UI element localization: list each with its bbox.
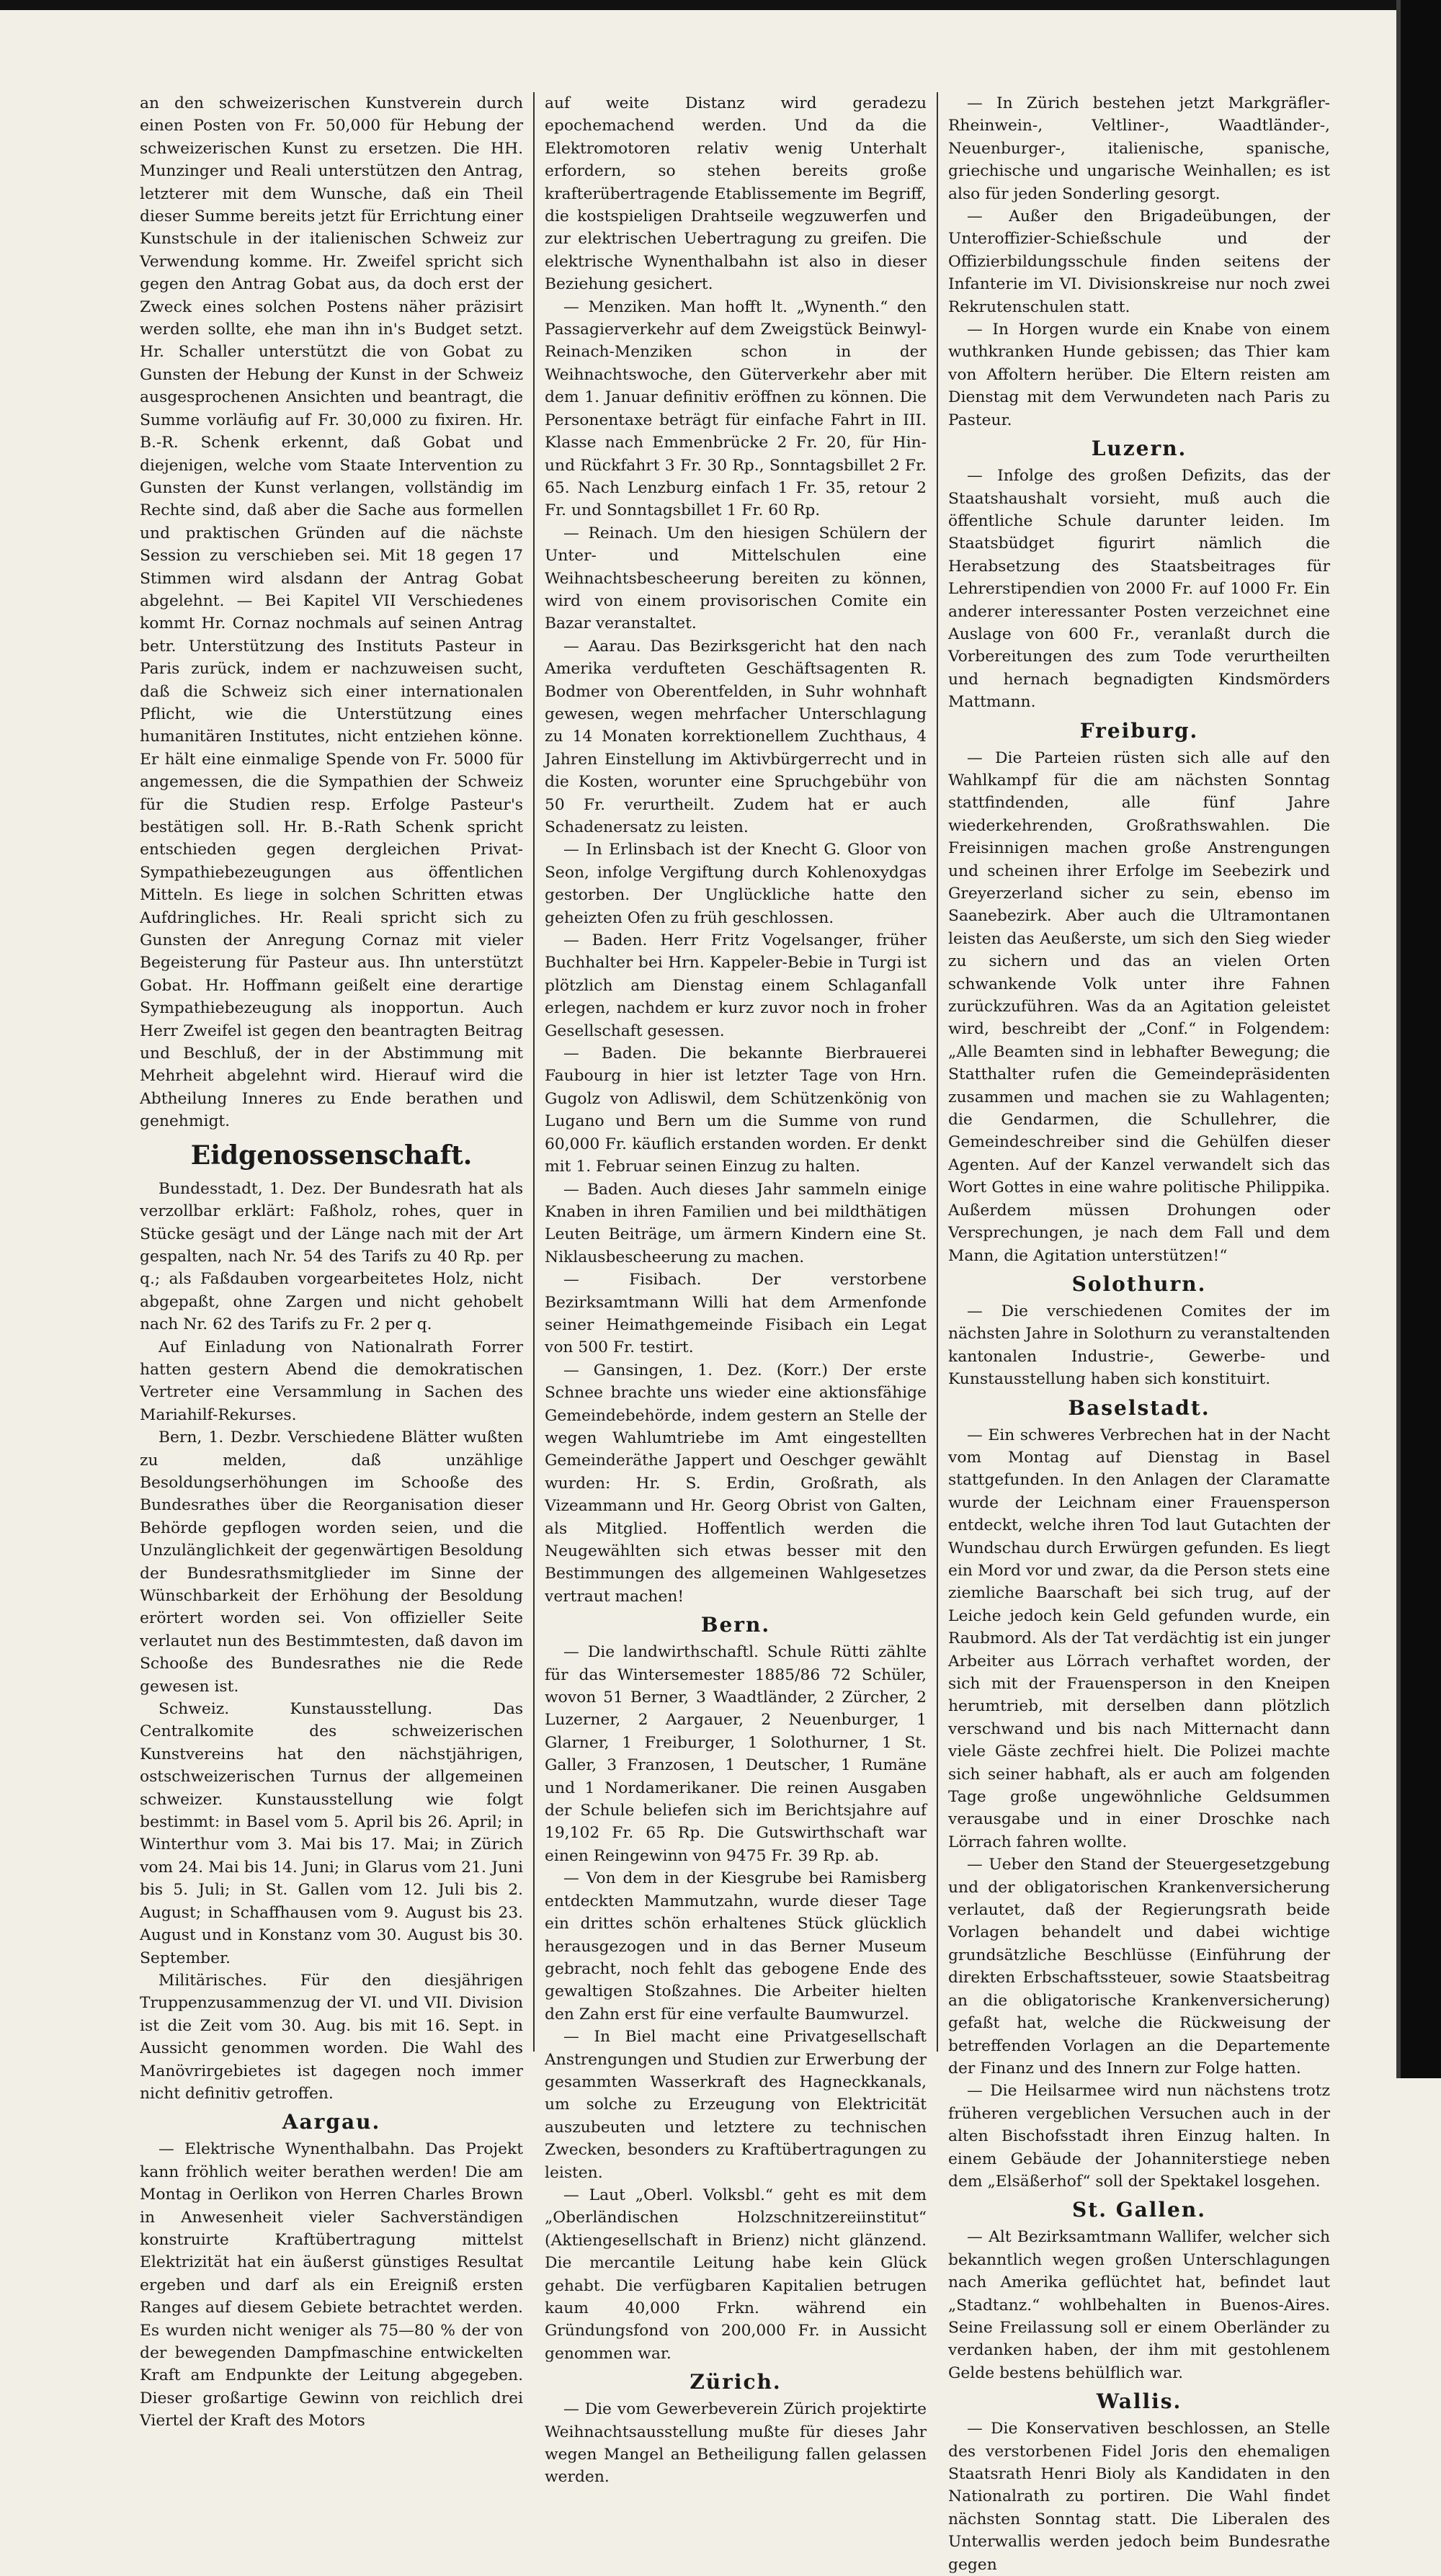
article-bern-besoldung: Bern, 1. Dezbr. Verschiedene Blätter wußten zu melden, daß unzählige Besoldungserhöhungen im Schooße des Bundesrathes über die Reorganisation dieser Behörde gepflogen worden seien, und die Unzulänglichkeit der gegenwärtigen Besoldung der Bundesrathsmitglieder im Sinne der Wünschbarkeit der Erhöhung der Besoldung erörtert worden sei. Von offizieller Seite verlautet nun des Bestimmtesten, daß davon im Schooße des Bundesrathes nie die Rede gewesen ist. [140,1428,523,1696]
page-top-border [0,0,1441,10]
article-menziken: — Menziken. Man hofft lt. „Wynenth.“ den Passagierverkehr auf dem Zweigstück Beinwyl-Reinach-Menziken schon in der Weihnachtswoche, den Güterverkehr aber mit dem 1. Januar definitiv eröffnen zu können. Die Personentaxe beträgt für einfache Fahrt in III. Klasse nach Emmenbrücke 2 Fr. 20, für Hin- und Rückfahrt 3 Fr. 30 Rp., Sonntagsbillet 2 Fr. 65. Nach Lenzburg einfach 1 Fr. 35, retour 2 Fr. und Sonntagsbillet 1 Fr. 60 Rp. [545,298,927,520]
article-gansingen: — Gansingen, 1. Dez. (Korr.) Der erste Schnee brachte uns wieder eine aktionsfähige Gemeindebehörde, indem gestern an Stelle der wegen Wahlumtriebe im Amt eingestellten Gemeinderäthe Jappert und Oeschger gewählt wurden: Hr. S. Erdin, Großrath, als Vizeammann und Hr. Georg Obrist von Galten, als Mitglied. Hoffentlich werden die Neugewählten sich etwas besser mit den Bestimmungen des allgemeinen Wahlgesetzes vertraut machen! [545,1361,927,1606]
column-1 [130,92,533,2430]
section-heading-wallis: Wallis. [1096,2389,1182,2414]
article-luzern-defizit: — Infolge des großen Defizits, das der Staatshaushalt vorsieht, muß auch die öffentliche Schule darunter leiden. Im Staatsbüdget figurirt nämlich die Herabsetzung des Staatsbeitrages für Lehrerstipendien von 2000 Fr. auf 1000 Fr. Ein anderer interessanter Posten verzeichnet eine Auslage von 600 Fr., veranlaßt durch die Vorbereitungen des zum Tode verurtheilten und hernach begnadigten Kindsmörders Mattmann. [948,467,1330,712]
section-heading-solothurn: Solothurn. [1071,1271,1207,1296]
section-heading-luzern: Luzern. [1091,437,1187,461]
section-heading-baselstadt: Baselstadt. [1068,1395,1210,1420]
article-bundesstadt: Bundesstadt, 1. Dez. Der Bundesrath hat als verzollbar erklärt: Faßholz, rohes, quer in Stücke gesägt und der Länge nach mit der Art gespalten, nach Nr. 54 des Tarifs zu 40 Rp. per q.; als Faßdauben vorgearbeitetes Holz, nicht abgepaßt, ohne Zargen und nicht gehobelt nach Nr. 62 des Tarifs zu Fr. 2 per q. [140,1179,523,1334]
page-right-border [1401,0,1441,2078]
article-basel-mord: — Ein schweres Verbrechen hat in der Nacht vom Montag auf Dienstag in Basel stattgefunden. In den Anlagen der Claramatte wurde der Leichnam einer Frauensperson entdeckt, welche ihren Tod laut Gutachten der Wundschau durch Erwürgen gefunden. Es liegt ein Mord vor und zwar, da die Person stets eine ziemliche Baarschaft bei sich trug, auf der Leiche jedoch kein Geld gefunden wurde, ein Raubmord. Als der Tat verdächtig ist ein junger Arbeiter aus Lörrach verhaftet worden, der sich mit der Frauensperson in den Kneipen herumtrieb, mit derselben dann plötzlich verschwand und bis nach Mitternacht dann viele Gäste zechfrei hielt. Die Polizei machte sich seiner habhaft, als er auch am folgenden Tage große ungewöhnliche Geldsummen verausgabe und in einer Droschke nach Lörrach fahren wollte. [948,1426,1330,1851]
article-holzschnitzerei: — Laut „Oberl. Volksbl.“ geht es mit dem „Oberländischen Holzschnitzereiinstitut“ (Aktiengesellschaft in Brienz) nicht glänzend. Die mercantile Leitung habe kein Glück gehabt. Die verfügbaren Kapitalien betrugen kaum 40,000 Frkn. während ein Gründungsfond von 200,000 Fr. in Aussicht genommen war. [545,2186,927,2363]
article-biel: — In Biel macht eine Privatgesellschaft Anstrengungen und Studien zur Erwerbung der gesammten Wasserkraft des Hagneckkanals, um solche zu Erzeugung von Elektricität auszubeuten und letztere zu technischen Zwecken, besonders zu Kraftübertragungen zu leisten. [545,2028,927,2182]
column-3 [937,92,1340,2574]
article-forrer: Auf Einladung von Nationalrath Forrer hatten gestern Abend die demokratischen Vertreter eine Versammlung in Sachen des Mariahilf-Rekurses. [140,1338,523,1424]
article-aarau: — Aarau. Das Bezirksgericht hat den nach Amerika verdufteten Geschäftsagenten R. Bodmer von Oberentfelden, in Suhr wohnhaft gewesen, wegen mehrfacher Unterschlagung zu 14 Monaten korrektionellem Zuchthaus, 4 Jahren Einstellung im Aktivbürgerrecht und in die Kosten, worunter eine Spruchgebühr von 50 Fr. verurtheilt. Zudem hat er auch Schadenersatz zu leisten. [545,637,927,836]
article-horgen: — In Horgen wurde ein Knabe von einem wuthkranken Hunde gebissen; das Thier kam von Affoltern herüber. Die Eltern reisten am Dienstag mit dem Verwundeten nach Paris zu Pasteur. [948,321,1330,429]
article-wynenthalbahn: — Elektrische Wynenthalbahn. Das Projekt kann fröhlich weiter berathen werden! Die am Montag in Oerlikon von Herren Charles Brown in Anwesenheit vieler Sachverständigen konstruirte Kraftübertragung mittelst Elektrizität hat ein äußerst günstiges Resultat ergeben und darf als ein Ereigniß ersten Ranges auf diesem Gebiete betrachtet werden. Es wurden nicht weniger als 75—80 % der von der bewegenden Dampfmaschine entwickelten Kraft am Endpunkte der Leitung abgegeben. Dieser großartige Gewinn von reichlich drei Viertel der Kraft des Motors [140,2140,523,2430]
article-reinach: — Reinach. Um den hiesigen Schülern der Unter- und Mittelschulen eine Weihnachtsbescheerung bereiten zu können, wird von einem provisorischen Comite ein Bazar veranstaltet. [545,524,927,633]
article-wallis-wahl: — Die Konservativen beschlossen, an Stelle des verstorbenen Fidel Joris den ehemaligen Staatsrath Henri Bioly als Kandidaten in den Nationalrath zu portiren. Die Wahl findet nächsten Sonntag statt. Die Liberalen des Unterwallis werden jedoch beim Bundesrathe gegen [948,2420,1330,2574]
article-mammutzahn: — Von dem in der Kiesgrube bei Ramisberg entdeckten Mammutzahn, wurde dieser Tage ein drittes schön erhaltenes Stück glücklich herausgezogen und in das Berner Museum gebracht, noch fehlt das gebogene Ende des gewaltigen Stoßzahnes. Die Arbeiter hielten den Zahn erst für eine verfaulte Baumwurzel. [545,1869,927,2023]
section-heading-eidgenossenschaft: Eidgenossenschaft. [190,1140,473,1171]
article-kunstausstellung: Schweiz. Kunstausstellung. Das Centralkomite des schweizerischen Kunstvereins hat den nächstjährigen, ostschweizerischen Turnus der allgemeinen schweizer. Kunstausstellung wie folgt bestimmt: in Basel vom 5. April bis 26. April; in Winterthur vom 3. Mai bis 17. Mai; in Zürich vom 24. Mai bis 14. Juni; in Glarus vom 21. Juni bis 5. Juli; in St. Gallen vom 12. Juli bis 2. August; in Schaffhausen vom 9. August bis 23. August und in Konstanz vom 30. August bis 30. September. [140,1700,523,1967]
section-heading-bern: Bern. [700,1613,771,1637]
article-kunstverein-continued: an den schweizerischen Kunstverein durch einen Posten von Fr. 50,000 für Hebung der schweizerischen Kunst zu ersetzen. Die HH. Munzinger und Reali unterstützen den Antrag, letzterer mit dem Wunsche, daß ein Theil dieser Summe bereits jetzt für Errichtung einer Kunstschule in der italienischen Schweiz zur Verwendung komme. Hr. Zweifel spricht sich gegen den Antrag Gobat aus, da doch erst der Zweck eines solchen Postens näher präzisirt werden sollte, ehe man ihn in's Budget setzt. Hr. Schaller unterstützt die von Gobat zu Gunsten der Hebung der Kunst in der Schweiz ausgesprochenen Ansichten und beantragt, die Summe vorläufig auf Fr. 30,000 zu fixiren. Hr. B.-R. Schenk erkennt, daß Gobat und diejenigen, welche vom Staate Intervention zu Gunsten der Kunst verlangen, vollständig im Rechte sind, daß aber die Sache aus formellen und praktischen Gründen auf die nächste Session zu verschieben sei. Mit 18 gegen 17 Stimmen wird alsdann der Antrag Gobat abgelehnt. — Bei Kapitel VII Verschiedenes kommt Hr. Cornaz nochmals auf seinen Antrag betr. Unterstützung des Instituts Pasteur in Paris zurück, indem er nachzuweisen sucht, daß die Schweiz sich einer internationalen Pflicht, wie die Unterstützung eines humanitären Institutes, nicht entziehen könne. Er hält eine einmalige Spende von Fr. 5000 für angemessen, die die Sympathien der Schweiz für die Studien resp. Erfolge Pasteur's bestätigen soll. Hr. B.-Rath Schenk spricht entschieden gegen dergleichen Privat-Sympathiebezeugungen aus öffentlichen Mitteln. Es liege in solchen Schritten etwas Aufdringliches. Hr. Reali spricht sich zu Gunsten der Anregung Cornaz mit vieler Begeisterung für Pasteur aus. Ihn unterstützt Gobat. Hr. Hoffmann geißelt eine derartige Sympathiebezeugung als inopportun. Auch Herr Zweifel ist gegen den beantragten Beitrag und Beschluß, der in der Abstimmung mit Mehrheit abgelehnt wird. Hierauf wird die Abtheilung Inneres zu Ende berathen und genehmigt. [140,94,523,1131]
article-baden-vogelsanger: — Baden. Herr Fritz Vogelsanger, früher Buchhalter bei Hrn. Kappeler-Bebie in Turgi ist plötzlich am Dienstag einem Schlaganfall erlegen, nachdem er kurz zuvor noch in froher Gesellschaft gesessen. [545,931,927,1040]
article-basel-steuer: — Ueber den Stand der Steuergesetzgebung und der obligatorischen Krankenversicherung verlautet, daß der Regierungsrath beide Vorlagen behandelt und dabei wichtige grundsätzliche Beschlüsse (Einführung der direkten Erbschaftssteuer, sowie Staatsbeitrag an die obligatorische Krankenversicherung) gefaßt hat, welche die Rückweisung der betreffenden Vorlagen an die Departemente der Finanz und des Innern zur Folge hatten. [948,1856,1330,2078]
article-heilsarmee: — Die Heilsarmee wird nun nächstens trotz früheren vergeblichen Versuchen auch in der alten Bischofsstadt ihren Einzug halten. In einem Gebäude der Johanniterstiege neben dem „Elsäßerhof“ soll der Spektakel losgehen. [948,2082,1330,2191]
article-fisibach: — Fisibach. Der verstorbene Bezirksamtmann Willi hat dem Armenfonde seiner Heimathgemeinde Fisibach ein Legat von 500 Fr. testirt. [545,1271,927,1357]
section-heading-zuerich: Zürich. [690,2370,782,2394]
article-wynenthalbahn-continued: auf weite Distanz wird geradezu epochemachend werden. Und da die Elektromotoren relativ wenig Unterhalt erfordern, so stehen bereits große krafterübertragende Etablissemente im Begriff, die kostspieligen Drahtseile wegzuwerfen und zur elektrischen Uebertragung zu greifen. Die elektrische Wynenthalbahn ist also in dieser Beziehung gesichert. [545,94,927,294]
article-brigadeuebungen: — Außer den Brigadeübungen, der Unteroffizier-Schießschule und der Offizierbildungsschule finden seitens der Infanterie im VI. Divisionskreise nur noch zwei Rekrutenschulen statt. [948,207,1330,316]
article-freiburg-wahlen: — Die Parteien rüsten sich alle auf den Wahlkampf für die am nächsten Sonntag stattfindenden, alle fünf Jahre wiederkehrenden, Großrathswahlen. Die Freisinnigen machen große Anstrengungen und scheinen ihrer Erfolge im Seebezirk und Greyerzerland sicher zu sein, ebenso im Saanebezirk. Aber auch die Ultramontanen leisten das Aeußerste, um sich den Sieg wieder zu sichern und das an vielen Orten schwankende Volk unter ihre Fahnen zurückzuführen. Was da an Agitation geleistet wird, beschreibt der „Conf.“ in Folgendem: „Alle Beamten sind in lebhafter Bewegung; die Statthalter rufen die Gemeindepräsidenten zusammen und machen sie zu Wahlagenten; die Gendarmen, die Schullehrer, die Gemeindeschreiber sind die Gehülfen dieser Agenten. Auf der Kanzel verwandelt sich das Wort Gottes in eine wahre politische Philippika. Außerdem müssen Drohungen oder Versprechungen, je nach dem Fall und dem Mann, die Agitation unterstützen!“ [948,748,1330,1265]
newspaper-columns [130,92,1340,2574]
column-2 [533,92,937,2487]
section-heading-aargau: Aargau. [282,2110,381,2134]
section-heading-freiburg: Freiburg. [1079,718,1199,743]
article-solothurn: — Die verschiedenen Comites der im nächsten Jahre in Solothurn zu veranstaltenden kantonalen Industrie-, Gewerbe- und Kunstausstellung haben sich konstituirt. [948,1302,1330,1389]
article-erlinsbach: — In Erlinsbach ist der Knecht G. Gloor von Seon, infolge Vergiftung durch Kohlenoxydgas gestorben. Der Unglückliche hatte den geheizten Ofen zu früh geschlossen. [545,841,927,927]
section-heading-stgallen: St. Gallen. [1072,2198,1206,2222]
article-weinhallen: — In Zürich bestehen jetzt Markgräfler-Rheinwein-, Veltliner-, Waadtländer-, Neuenburger-, italienische, spanische, griechische und ungarische Weinhallen; es ist also für jeden Sonderling gesorgt. [948,94,1330,203]
article-militaerisches: Militärisches. Für den diesjährigen Truppenzusammenzug der VI. und VII. Division ist die Zeit vom 30. Aug. bis mit 16. Sept. in Aussicht genommen worden. Die Wahl des Manövrirgebietes ist dagegen noch immer nicht definitiv getroffen. [140,1971,523,2103]
article-baden-niklaus: — Baden. Auch dieses Jahr sammeln einige Knaben in ihren Familien und bei mildthätigen Leuten Beiträge, um ärmern Kindern eine St. Niklausbescheerung zu machen. [545,1180,927,1266]
article-gewerbeverein: — Die vom Gewerbeverein Zürich projektirte Weihnachtsausstellung mußte für dieses Jahr wegen Mangel an Betheiligung fallen gelassen werden. [545,2400,927,2487]
article-ruetti: — Die landwirthschaftl. Schule Rütti zählte für das Wintersemester 1885/86 72 Schüler, wovon 51 Berner, 3 Waadtländer, 2 Zürcher, 2 Luzerner, 2 Aargauer, 2 Neuenburger, 1 Glarner, 1 Freiburger, 1 Solothurner, 1 St. Galler, 3 Franzosen, 1 Deutscher, 1 Rumäne und 1 Nordamerikaner. Die reinen Ausgaben der Schule beliefen sich im Berichtsjahre auf 19,102 Fr. 65 Rp. Die Gutswirthschaft war einen Reingewinn von 9475 Fr. 39 Rp. ab. [545,1643,927,1865]
article-wallifer: — Alt Bezirksamtmann Wallifer, welcher sich bekanntlich wegen großen Unterschlagungen nach Amerika geflüchtet hat, befindet laut „Stadtanz.“ wohlbehalten in Buenos-Aires. Seine Freilassung soll er einem Oberländer zu verdanken haben, der ihm mit gestohlenem Gelde bestens behülflich war. [948,2228,1330,2382]
article-baden-bierbrauerei: — Baden. Die bekannte Bierbrauerei Faubourg in hier ist letzter Tage von Hrn. Gugolz von Adliswil, dem Schützenkönig von Lugano und Bern um die Summe von rund 60,000 Fr. käuflich erstanden worden. Er denkt mit 1. Februar seinen Einzug zu halten. [545,1045,927,1176]
